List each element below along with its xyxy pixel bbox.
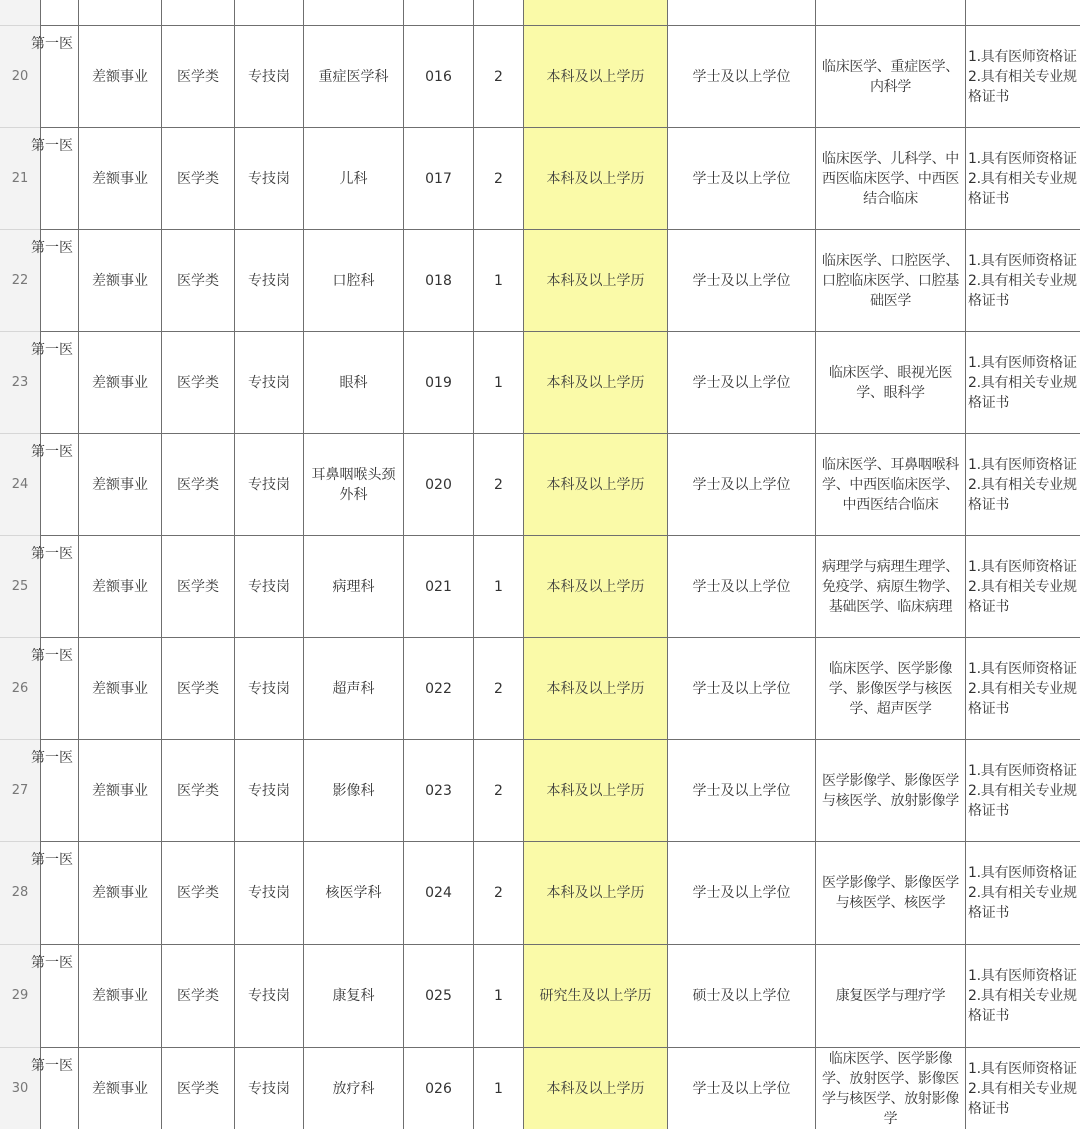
cell-post-type[interactable]: 专技岗: [248, 680, 290, 697]
cell-unit[interactable]: [31, 740, 78, 841]
cell-nature[interactable]: 差额事业: [92, 476, 148, 493]
cell-major[interactable]: 临床医学、医学影像学、影像医学与核医学、超声医学: [828, 660, 953, 717]
cell-requirements[interactable]: [966, 332, 1080, 433]
cell-degree[interactable]: 学士及以上学位: [692, 374, 791, 391]
cell-unit-text: 第一医: [31, 955, 73, 971]
cell-code[interactable]: 023: [425, 782, 452, 799]
requirement-line: 格证书: [968, 802, 1010, 819]
cell-post-type[interactable]: 专技岗: [248, 476, 290, 493]
cell-post-name[interactable]: 核医学科: [325, 885, 382, 901]
cell-unit-text: 第一医: [31, 240, 73, 256]
row-header[interactable]: 26: [11, 680, 29, 696]
requirement-line: 2.具有相关专业规: [968, 272, 1077, 289]
cell-requirements[interactable]: [966, 230, 1080, 331]
cell-post-name[interactable]: 口腔科: [332, 272, 375, 289]
requirement-line: 1.具有医师资格证: [968, 150, 1077, 167]
cell-unit-text: 第一医: [31, 1058, 73, 1074]
requirement-line: 2.具有相关专业规: [968, 680, 1077, 697]
cell-unit[interactable]: [31, 842, 78, 944]
cell-requirements[interactable]: [966, 128, 1080, 229]
row-header[interactable]: 21: [11, 170, 29, 186]
row-header[interactable]: 20: [11, 68, 29, 84]
cell-major[interactable]: 临床医学、重症医学、内科学: [822, 58, 959, 95]
requirement-line: 1.具有医师资格证: [968, 558, 1077, 575]
cell-major[interactable]: 临床医学、儿科学、中西医临床医学、中西医结合临床: [822, 150, 959, 207]
cell-degree[interactable]: 学士及以上学位: [692, 68, 791, 85]
requirement-line: 2.具有相关专业规: [968, 885, 1077, 901]
cell-post-name[interactable]: 眼科: [339, 374, 368, 391]
requirement-line: 1.具有医师资格证: [968, 1060, 1077, 1077]
row-header[interactable]: 30: [11, 1080, 29, 1096]
cell-degree[interactable]: 学士及以上学位: [692, 680, 791, 697]
cell-count[interactable]: 2: [494, 782, 503, 799]
requirement-line: 2.具有相关专业规: [968, 476, 1077, 493]
cell-degree[interactable]: 学士及以上学位: [692, 782, 791, 799]
cell-major[interactable]: 医学影像学、影像医学与核医学、核医学: [822, 875, 959, 911]
cell-code[interactable]: 021: [425, 578, 452, 595]
cell-unit[interactable]: [31, 128, 78, 229]
cell-count[interactable]: 1: [494, 1080, 503, 1097]
row-header[interactable]: 23: [11, 374, 29, 390]
cell-education[interactable]: 研究生及以上学历: [539, 988, 652, 1004]
cell-code[interactable]: 022: [425, 680, 452, 697]
cell-degree[interactable]: 学士及以上学位: [692, 578, 791, 595]
cell-code[interactable]: 017: [425, 170, 452, 187]
cell-education[interactable]: 本科及以上学历: [546, 885, 645, 901]
cell-education[interactable]: 本科及以上学历: [546, 476, 645, 493]
cell-category[interactable]: 医学类: [177, 476, 219, 493]
cell-post-name[interactable]: 影像科: [332, 782, 375, 799]
cell-education[interactable]: 本科及以上学历: [546, 170, 645, 187]
row-header[interactable]: 27: [11, 782, 29, 798]
cell-post-type[interactable]: 专技岗: [248, 885, 290, 901]
cell-post-type[interactable]: 专技岗: [248, 170, 290, 187]
cell-post-type[interactable]: 专技岗: [248, 1080, 290, 1097]
cell-unit[interactable]: [31, 945, 78, 1047]
cell-count[interactable]: 2: [494, 680, 503, 697]
cell-unit-text: 第一医: [31, 342, 73, 358]
cell-major[interactable]: 临床医学、耳鼻咽喉科学、中西医临床医学、中西医结合临床: [822, 456, 959, 513]
requirement-line: 格证书: [968, 88, 1010, 105]
cell-post-name[interactable]: 儿科: [339, 170, 368, 187]
cell-code[interactable]: 020: [425, 476, 452, 493]
cell-major[interactable]: 医学影像学、影像医学与核医学、放射影像学: [822, 772, 959, 809]
cell-unit-text: 第一医: [31, 648, 73, 664]
cell-post-name[interactable]: 病理科: [332, 578, 375, 595]
cell-degree[interactable]: 学士及以上学位: [692, 272, 791, 289]
cell-post-type[interactable]: 专技岗: [248, 68, 290, 85]
cell-post-name[interactable]: 重症医学科: [318, 68, 389, 85]
cell-post-type[interactable]: 专技岗: [248, 578, 290, 595]
requirement-line: 1.具有医师资格证: [968, 865, 1077, 881]
cell-count[interactable]: 1: [494, 272, 503, 289]
requirement-line: 2.具有相关专业规: [968, 170, 1077, 187]
requirement-line: 2.具有相关专业规: [968, 782, 1077, 799]
cell-count[interactable]: 1: [494, 578, 503, 595]
cell-unit[interactable]: [31, 230, 78, 331]
cell-category[interactable]: 医学类: [177, 272, 219, 289]
cell-major[interactable]: 康复医学与理疗学: [835, 988, 946, 1004]
cell-degree[interactable]: 学士及以上学位: [692, 1080, 791, 1097]
cell-unit[interactable]: [31, 26, 78, 127]
requirement-line: 格证书: [968, 292, 1010, 309]
cell-nature[interactable]: 差额事业: [92, 782, 148, 799]
cell-nature[interactable]: 差额事业: [92, 578, 148, 595]
requirement-line: 1.具有医师资格证: [968, 456, 1077, 473]
cell-count[interactable]: 1: [494, 988, 503, 1004]
cell-requirements[interactable]: [966, 1048, 1080, 1129]
row-header[interactable]: 22: [11, 272, 29, 288]
requirement-line: 格证书: [968, 394, 1010, 411]
requirement-line: 2.具有相关专业规: [968, 988, 1077, 1004]
cell-unit[interactable]: [31, 638, 78, 739]
requirement-line: 1.具有医师资格证: [968, 660, 1077, 677]
cell-degree[interactable]: 学士及以上学位: [692, 170, 791, 187]
cell-education[interactable]: 本科及以上学历: [546, 782, 645, 799]
cell-unit-text: 第一医: [31, 36, 73, 52]
requirement-line: 格证书: [968, 700, 1010, 717]
cell-unit[interactable]: [31, 1048, 78, 1129]
requirement-line: 格证书: [968, 1008, 1010, 1024]
requirement-line: 2.具有相关专业规: [968, 374, 1077, 391]
cell-post-name[interactable]: 超声科: [332, 680, 375, 697]
cell-post-type[interactable]: 专技岗: [248, 782, 290, 799]
cell-count[interactable]: 1: [494, 374, 503, 391]
requirement-line: 1.具有医师资格证: [968, 252, 1077, 269]
cell-major[interactable]: 临床医学、医学影像学、放射医学、影像医学与核医学、放射影像学: [822, 1050, 959, 1127]
cell-count[interactable]: 2: [494, 885, 503, 901]
cell-post-name[interactable]: 康复科: [332, 988, 375, 1004]
cell-requirements[interactable]: [966, 26, 1080, 127]
cell-code[interactable]: 018: [425, 272, 452, 289]
cell-code[interactable]: 026: [425, 1080, 452, 1097]
cell-category[interactable]: 医学类: [177, 782, 219, 799]
cell-requirements[interactable]: [966, 536, 1080, 637]
row-header[interactable]: 24: [11, 476, 29, 492]
cell-nature[interactable]: 差额事业: [92, 272, 148, 289]
cell-major[interactable]: 病理学与病理生理学、免疫学、病原生物学、基础医学、临床病理: [822, 558, 959, 615]
cell-count[interactable]: 2: [494, 68, 503, 85]
cell-category[interactable]: 医学类: [177, 170, 219, 187]
requirement-line: 1.具有医师资格证: [968, 762, 1077, 779]
cell-major[interactable]: 临床医学、口腔医学、口腔临床医学、口腔基础医学: [822, 252, 959, 309]
cell-education[interactable]: 本科及以上学历: [546, 374, 645, 391]
cell-education[interactable]: 本科及以上学历: [546, 578, 645, 595]
cell-unit[interactable]: [31, 434, 78, 535]
cell-requirements[interactable]: [966, 740, 1080, 841]
cell-nature[interactable]: 差额事业: [92, 374, 148, 391]
cell-code[interactable]: 016: [425, 68, 452, 85]
cell-code[interactable]: 025: [425, 988, 452, 1004]
requirement-line: 格证书: [968, 1100, 1010, 1117]
requirement-line: 2.具有相关专业规: [968, 578, 1077, 595]
cell-code[interactable]: 019: [425, 374, 452, 391]
cell-education[interactable]: 本科及以上学历: [546, 68, 645, 85]
cell-category[interactable]: 医学类: [177, 68, 219, 85]
row-header[interactable]: 29: [11, 988, 29, 1003]
cell-post-type[interactable]: 专技岗: [248, 374, 290, 391]
cell-unit-text: 第一医: [31, 852, 73, 868]
requirement-line: 2.具有相关专业规: [968, 68, 1077, 85]
cell-degree[interactable]: 硕士及以上学位: [692, 988, 791, 1004]
cell-category[interactable]: 医学类: [177, 374, 219, 391]
cell-requirements[interactable]: [966, 842, 1080, 944]
cell-unit-text: 第一医: [31, 444, 73, 460]
cell-post-type[interactable]: 专技岗: [248, 272, 290, 289]
cell-nature[interactable]: 差额事业: [92, 1080, 148, 1097]
cell-category[interactable]: 医学类: [177, 1080, 219, 1097]
row-header[interactable]: 28: [11, 885, 29, 900]
cell-post-name[interactable]: 放疗科: [332, 1080, 375, 1097]
cell-degree[interactable]: 学士及以上学位: [692, 885, 791, 901]
cell-category[interactable]: 医学类: [177, 680, 219, 697]
requirement-line: 1.具有医师资格证: [968, 354, 1077, 371]
cell-category[interactable]: 医学类: [177, 988, 219, 1004]
cell-major[interactable]: 临床医学、眼视光医学、眼科学: [828, 364, 953, 401]
cell-unit-text: 第一医: [31, 750, 73, 766]
cell-education[interactable]: 本科及以上学历: [546, 1080, 645, 1097]
requirement-line: 格证书: [968, 598, 1010, 615]
cell-category[interactable]: 医学类: [177, 885, 219, 901]
cell-education[interactable]: 本科及以上学历: [546, 680, 645, 697]
requirement-line: 2.具有相关专业规: [968, 1080, 1077, 1097]
cell-count[interactable]: 2: [494, 476, 503, 493]
cell-post-type[interactable]: 专技岗: [248, 988, 290, 1004]
requirement-line: 格证书: [968, 905, 1010, 921]
cell-unit-text: 第一医: [31, 546, 73, 562]
cell-unit-text: 第一医: [31, 138, 73, 154]
cell-requirements[interactable]: [966, 434, 1080, 535]
cell-nature[interactable]: 差额事业: [92, 885, 148, 901]
requirement-line: 格证书: [968, 190, 1010, 207]
cell-count[interactable]: 2: [494, 170, 503, 187]
cell-degree[interactable]: 学士及以上学位: [692, 476, 791, 493]
cell-requirements[interactable]: [966, 638, 1080, 739]
requirement-line: 格证书: [968, 496, 1010, 513]
cell-unit[interactable]: [31, 332, 78, 433]
cell-code[interactable]: 024: [425, 885, 452, 901]
cell-nature[interactable]: 差额事业: [92, 170, 148, 187]
requirement-line: 1.具有医师资格证: [968, 48, 1077, 65]
cell-nature[interactable]: 差额事业: [92, 988, 148, 1004]
cell-category[interactable]: 医学类: [177, 578, 219, 595]
cell-requirements[interactable]: [966, 945, 1080, 1047]
cell-education[interactable]: 本科及以上学历: [546, 272, 645, 289]
cell-post-name[interactable]: 耳鼻咽喉头颈外科: [311, 466, 396, 503]
cell-nature[interactable]: 差额事业: [92, 680, 148, 697]
requirement-line: 1.具有医师资格证: [968, 968, 1077, 984]
cell-nature[interactable]: 差额事业: [92, 68, 148, 85]
row-header[interactable]: 25: [11, 578, 29, 594]
cell-unit[interactable]: [31, 536, 78, 637]
